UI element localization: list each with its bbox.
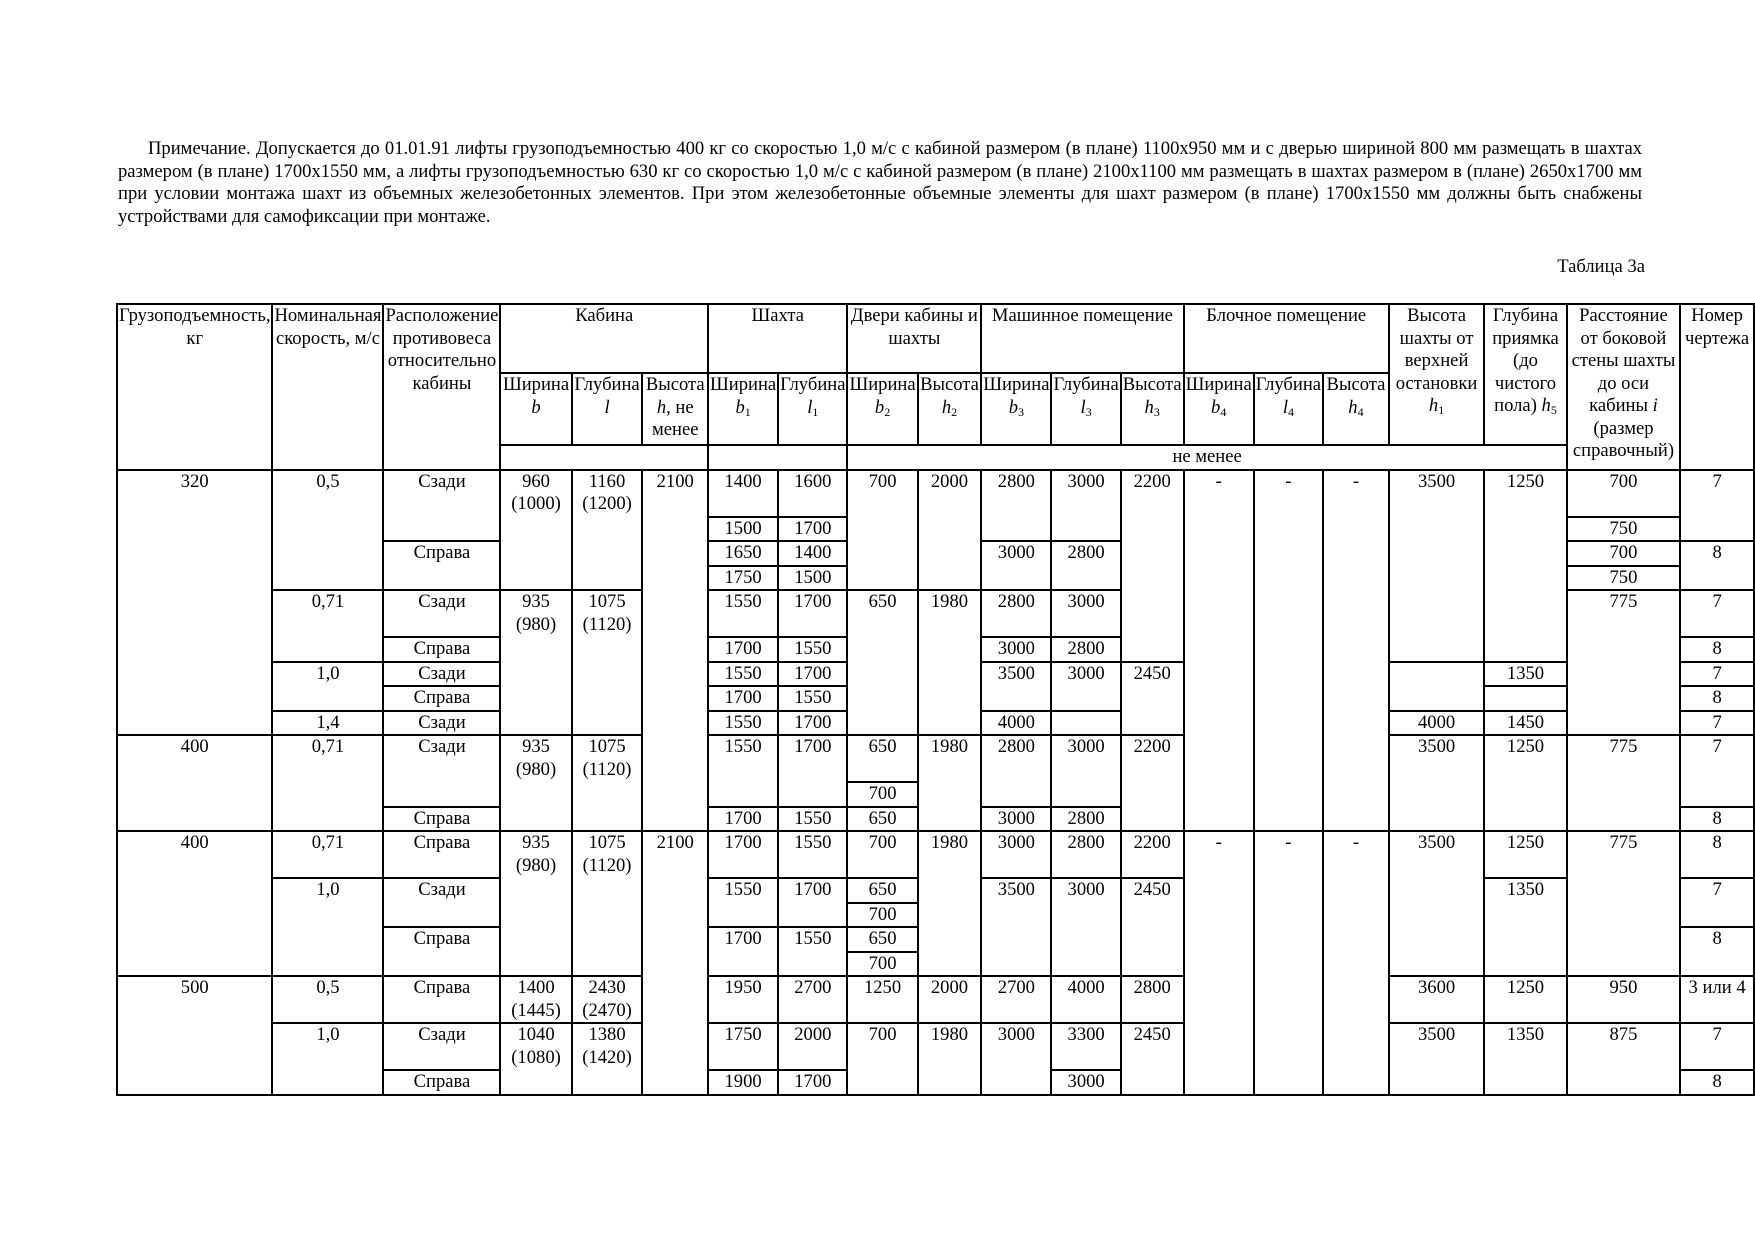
mr-height-cell: 2200 <box>1121 735 1184 782</box>
hdr-doors: Двери кабины и шахты <box>847 304 981 373</box>
hdr-cabin-depth: Глубина l <box>572 373 643 445</box>
position-cell: Сзади <box>383 878 500 927</box>
shaft-width-cell: 1950 <box>708 976 778 1023</box>
hdr-drawing: Номер чертежа <box>1680 304 1754 470</box>
speed-cell: 0,5 <box>272 976 383 1023</box>
br-width-cell: - <box>1184 470 1254 517</box>
mr-height-cell: 2450 <box>1121 1023 1184 1070</box>
shaft-width-cell: 1900 <box>708 1070 778 1095</box>
cabin-width-cell: 960 (1000) <box>500 470 571 517</box>
hdr-br-height: Высота $h_4$ <box>1323 373 1389 445</box>
pit-depth-cell: 1350 <box>1484 878 1566 976</box>
shaft-width-cell: 1750 <box>708 566 778 591</box>
distance-cell: 750 <box>1567 566 1680 591</box>
drawing-cell: 8 <box>1680 807 1754 832</box>
position-cell: Справа <box>383 831 500 878</box>
hdr-pit-depth: Глубина приямка (до чистого пола) $h_5$ <box>1484 304 1566 445</box>
mr-depth-cell: 3000 <box>1051 662 1120 687</box>
table-row <box>117 831 1754 878</box>
speed-cell: 0,5 <box>272 470 383 517</box>
distance-cell: 875 <box>1567 1023 1680 1070</box>
position-cell: Справа <box>383 927 500 976</box>
shaft-width-cell: 1650 <box>708 541 778 566</box>
hdr-spacer-shaft <box>708 445 847 470</box>
shaft-width-cell: 1750 <box>708 1023 778 1070</box>
shaft-depth-cell: 1500 <box>778 566 847 591</box>
drawing-cell: 7 <box>1680 711 1754 736</box>
drawing-cell: 8 <box>1680 637 1754 662</box>
position-cell: Сзади <box>383 735 500 782</box>
distance-cell: 750 <box>1567 517 1680 542</box>
br-height-cell: - <box>1323 831 1389 878</box>
shaft-width-cell: 1550 <box>708 590 778 637</box>
shaft-depth-cell: 1700 <box>778 878 847 927</box>
position-cell: Справа <box>383 807 500 832</box>
door-height-cell: 1980 <box>918 735 982 782</box>
mr-depth-cell: 2800 <box>1051 831 1120 878</box>
door-height-cell: 1980 <box>918 590 982 637</box>
mr-depth-cell: 3000 <box>1051 470 1120 517</box>
shaft-width-cell: 1700 <box>708 927 778 976</box>
position-cell: Сзади <box>383 590 500 637</box>
mr-height-cell: 2200 <box>1121 470 1184 517</box>
hdr-mr-height: Высота $h_3$ <box>1121 373 1184 445</box>
hdr-cabin: Кабина <box>500 304 708 373</box>
door-width-cell: 700 <box>847 1023 917 1070</box>
table-row <box>117 782 1754 807</box>
mr-width-cell: 3500 <box>981 878 1051 976</box>
hdr-block-room: Блочное помещение <box>1184 304 1389 373</box>
distance-cell: 775 <box>1567 831 1680 878</box>
drawing-cell: 7 <box>1680 1023 1754 1070</box>
shaft-width-cell: 1700 <box>708 831 778 878</box>
shaft-height-cell: 3500 <box>1389 735 1484 782</box>
header-row-1 <box>117 304 1754 373</box>
door-width-cell: 700 <box>847 782 917 807</box>
shaft-depth-cell: 1700 <box>778 1070 847 1095</box>
mr-width-cell: 3000 <box>981 1023 1051 1070</box>
table-row <box>117 1023 1754 1070</box>
mr-depth-cell: 3000 <box>1051 878 1120 976</box>
position-cell: Справа <box>383 686 500 711</box>
table-row <box>117 470 1754 517</box>
hdr-mr-width: Ширина $b_3$ <box>981 373 1051 445</box>
shaft-width-cell: 1700 <box>708 637 778 662</box>
shaft-width-cell: 1700 <box>708 807 778 832</box>
shaft-width-cell: 1400 <box>708 470 778 517</box>
table-row <box>117 590 1754 637</box>
pit-depth-cell: 1250 <box>1484 735 1566 782</box>
drawing-cell: 8 <box>1680 927 1754 976</box>
table-row <box>117 637 1754 662</box>
door-height-cell: 2000 <box>918 470 982 517</box>
drawing-cell: 7 <box>1680 735 1754 782</box>
distance-cell: 700 <box>1567 541 1680 566</box>
door-width-cell: 650 <box>847 735 917 782</box>
speed-cell: 0,71 <box>272 590 383 637</box>
hdr-cabin-height: Высота h, не менее <box>642 373 708 445</box>
lift-dimensions-table <box>116 303 1755 1096</box>
shaft-depth-cell: 1550 <box>778 927 847 976</box>
mr-width-cell: 3000 <box>981 831 1051 878</box>
br-depth-cell: - <box>1254 470 1323 517</box>
hdr-br-width: Ширина $b_4$ <box>1184 373 1254 445</box>
speed-cell: 1,0 <box>272 1023 383 1070</box>
shaft-depth-cell: 1550 <box>778 807 847 832</box>
door-height-cell: 1980 <box>918 831 982 878</box>
cabin-width-cell: 935 (980) <box>500 735 571 782</box>
mr-depth-cell: 4000 <box>1051 976 1120 1023</box>
cabin-depth-cell: 2430 (2470) <box>572 976 643 1023</box>
pit-depth-cell: 1450 <box>1484 711 1566 736</box>
pit-depth-cell: 1250 <box>1484 831 1566 878</box>
table-row <box>117 662 1754 687</box>
door-width-cell: 700 <box>847 470 917 517</box>
door-width-cell: 650 <box>847 878 917 903</box>
speed-cell: 0,71 <box>272 831 383 878</box>
table-row <box>117 976 1754 1023</box>
position-cell: Сзади <box>383 1023 500 1070</box>
shaft-depth-cell: 1700 <box>778 662 847 687</box>
speed-cell: 0,71 <box>272 735 383 782</box>
cabin-height-cell: 2100 <box>642 470 708 517</box>
cabin-width-cell: 1400 (1445) <box>500 976 571 1023</box>
mr-depth-cell: 2800 <box>1051 541 1120 566</box>
speed-cell: 1,4 <box>272 711 383 736</box>
shaft-depth-cell: 1550 <box>778 686 847 711</box>
mr-width-cell: 2800 <box>981 470 1051 517</box>
cabin-width-cell: 935 (980) <box>500 831 571 878</box>
drawing-cell: 3 или 4 <box>1680 976 1754 1023</box>
table-row <box>117 735 1754 782</box>
door-width-cell: 700 <box>847 831 917 878</box>
position-cell: Сзади <box>383 470 500 517</box>
br-height-cell: - <box>1323 470 1389 517</box>
hdr-shaft-depth: Глубина $l_1$ <box>778 373 847 445</box>
drawing-cell: 7 <box>1680 662 1754 687</box>
table-row <box>117 541 1754 566</box>
drawing-cell: 8 <box>1680 831 1754 878</box>
capacity-cell: 400 <box>117 831 272 878</box>
mr-depth-cell: 3000 <box>1051 590 1120 637</box>
door-width-cell: 700 <box>847 952 917 977</box>
capacity-cell: 400 <box>117 735 272 782</box>
table-row <box>117 711 1754 736</box>
cabin-height-cell: 2100 <box>642 831 708 878</box>
shaft-width-cell: 1550 <box>708 878 778 927</box>
mr-width-cell: 3500 <box>981 662 1051 687</box>
pit-depth-cell: 1250 <box>1484 976 1566 1023</box>
mr-width-cell: 2800 <box>981 735 1051 782</box>
speed-cell: 1,0 <box>272 878 383 903</box>
shaft-height-cell: 4000 <box>1389 711 1484 736</box>
hdr-shaft-height: Высота шахты от верхней остановки $h_1$ <box>1389 304 1484 445</box>
distance-cell: 950 <box>1567 976 1680 1023</box>
shaft-height-cell: 3500 <box>1389 470 1484 517</box>
hdr-mr-depth: Глубина $l_3$ <box>1051 373 1120 445</box>
distance-cell: 775 <box>1567 590 1680 637</box>
door-height-cell: 2000 <box>918 976 982 1023</box>
shaft-depth-cell: 2000 <box>778 1023 847 1070</box>
shaft-depth-cell: 2700 <box>778 976 847 1023</box>
mr-depth-cell: 2800 <box>1051 807 1120 832</box>
table-row <box>117 517 1754 542</box>
lift-dimensions-table-wrap <box>116 303 1755 1096</box>
shaft-height-cell: 3600 <box>1389 976 1484 1023</box>
shaft-depth-cell: 1700 <box>778 590 847 637</box>
shaft-width-cell: 1550 <box>708 662 778 687</box>
shaft-width-cell: 1550 <box>708 711 778 736</box>
cabin-depth-cell: 1075 (1120) <box>572 831 643 878</box>
shaft-width-cell: 1700 <box>708 686 778 711</box>
position-cell: Справа <box>383 541 500 566</box>
position-cell: Справа <box>383 1070 500 1095</box>
mr-width-cell: 4000 <box>981 711 1051 736</box>
shaft-height-cell: 3500 <box>1389 831 1484 878</box>
door-width-cell: 650 <box>847 927 917 952</box>
table-row <box>117 566 1754 591</box>
hdr-door-width: Ширина $b_2$ <box>847 373 917 445</box>
mr-width-cell: 3000 <box>981 637 1051 662</box>
hdr-spacer-cabin <box>500 445 708 470</box>
mr-depth-cell: 3000 <box>1051 1070 1120 1095</box>
hdr-speed: Номинальная скорость, м/с <box>272 304 383 470</box>
shaft-depth-cell: 1550 <box>778 637 847 662</box>
hdr-cabin-width: Ширина b <box>500 373 571 445</box>
position-cell: Справа <box>383 976 500 1023</box>
shaft-depth-cell: 1400 <box>778 541 847 566</box>
door-width-cell: 700 <box>847 903 917 928</box>
position-cell: Справа <box>383 637 500 662</box>
hdr-shaft: Шахта <box>708 304 847 373</box>
mr-depth-cell: 2800 <box>1051 637 1120 662</box>
door-width-cell: 650 <box>847 807 917 832</box>
drawing-cell: 7 <box>1680 470 1754 517</box>
drawing-cell: 8 <box>1680 1070 1754 1095</box>
cabin-width-cell: 935 (980) <box>500 590 571 637</box>
drawing-cell: 8 <box>1680 686 1754 711</box>
pit-depth-cell: 1350 <box>1484 1023 1566 1070</box>
table-note: Примечание. Допускается до 01.01.91 лифты грузоподъемностью 400 кг со скоростью 1,0 м/с с кабиной размером (в плане) 1100х950 мм и с дверью шириной 800 мм размещать в шахтах размером (в плане) 1700х1550 мм, а лифты грузоподъемностью 630 кг со скоростью 1,0 м/с с кабиной размером (в плане) 2100х1100 мм размещать в шахтах размером в (плане) 2650х1700 мм при условии монтажа шахт из объемных железобетонных элементов. При этом железобетонные объемные элементы для шахт размером (в плане) 1700х1550 мм должны быть снабжены устройствами для самофиксации при монтаже. <box>118 138 1642 227</box>
table-row <box>117 686 1754 711</box>
drawing-cell: 8 <box>1680 541 1754 566</box>
position-cell: Сзади <box>383 711 500 736</box>
shaft-depth-cell: 1700 <box>778 517 847 542</box>
drawing-cell: 7 <box>1680 590 1754 637</box>
mr-height-cell: 2800 <box>1121 976 1184 1023</box>
distance-cell: 700 <box>1567 470 1680 517</box>
mr-width-cell: 3000 <box>981 541 1051 566</box>
shaft-depth-cell: 1700 <box>778 735 847 782</box>
drawing-cell: 7 <box>1680 878 1754 927</box>
hdr-capacity: Грузоподъемность, кг <box>117 304 272 470</box>
shaft-depth-cell: 1550 <box>778 831 847 878</box>
br-width-cell: - <box>1184 831 1254 878</box>
speed-cell: 1,0 <box>272 662 383 687</box>
mr-width-cell: 2800 <box>981 590 1051 637</box>
cabin-width-cell: 1040 (1080) <box>500 1023 571 1070</box>
cabin-depth-cell: 1075 (1120) <box>572 590 643 637</box>
pit-depth-cell: 1350 <box>1484 662 1566 687</box>
hdr-position: Расположение противовеса относительно кабины <box>383 304 500 470</box>
mr-height-cell: 2200 <box>1121 831 1184 878</box>
cabin-depth-cell: 1380 (1420) <box>572 1023 643 1070</box>
hdr-door-height: Высота $h_2$ <box>918 373 982 445</box>
br-depth-cell: - <box>1254 831 1323 878</box>
shaft-width-cell: 1500 <box>708 517 778 542</box>
mr-height-cell: 2450 <box>1121 878 1184 976</box>
mr-depth-cell: 3300 <box>1051 1023 1120 1070</box>
capacity-cell: 320 <box>117 470 272 517</box>
position-cell: Сзади <box>383 662 500 687</box>
mr-width-cell: 2700 <box>981 976 1051 1023</box>
hdr-distance: Расстояние от боковой стены шахты до оси кабины i (размер справочный) <box>1567 304 1680 470</box>
shaft-depth-cell: 1600 <box>778 470 847 517</box>
shaft-width-cell: 1550 <box>708 735 778 782</box>
hdr-machine-room: Машинное помещение <box>981 304 1183 373</box>
table-caption: Таблица 3а <box>1557 256 1645 277</box>
cabin-depth-cell: 1075 (1120) <box>572 735 643 782</box>
door-height-cell: 1980 <box>918 1023 982 1070</box>
distance-cell: 775 <box>1567 735 1680 782</box>
mr-height-cell: 2450 <box>1121 662 1184 687</box>
shaft-depth-cell: 1700 <box>778 711 847 736</box>
door-width-cell: 650 <box>847 590 917 637</box>
hdr-min-note: не менее <box>847 445 1566 470</box>
hdr-shaft-width: Ширина $b_1$ <box>708 373 778 445</box>
pit-depth-cell: 1250 <box>1484 470 1566 517</box>
shaft-height-cell: 3500 <box>1389 1023 1484 1070</box>
mr-depth-cell: 3000 <box>1051 735 1120 782</box>
capacity-cell: 500 <box>117 976 272 1023</box>
table-row <box>117 878 1754 903</box>
table-row <box>117 1070 1754 1095</box>
door-width-cell: 1250 <box>847 976 917 1023</box>
hdr-br-depth: Глубина $l_4$ <box>1254 373 1323 445</box>
table-row <box>117 807 1754 832</box>
cabin-depth-cell: 1160 (1200) <box>572 470 643 517</box>
mr-width-cell: 3000 <box>981 807 1051 832</box>
